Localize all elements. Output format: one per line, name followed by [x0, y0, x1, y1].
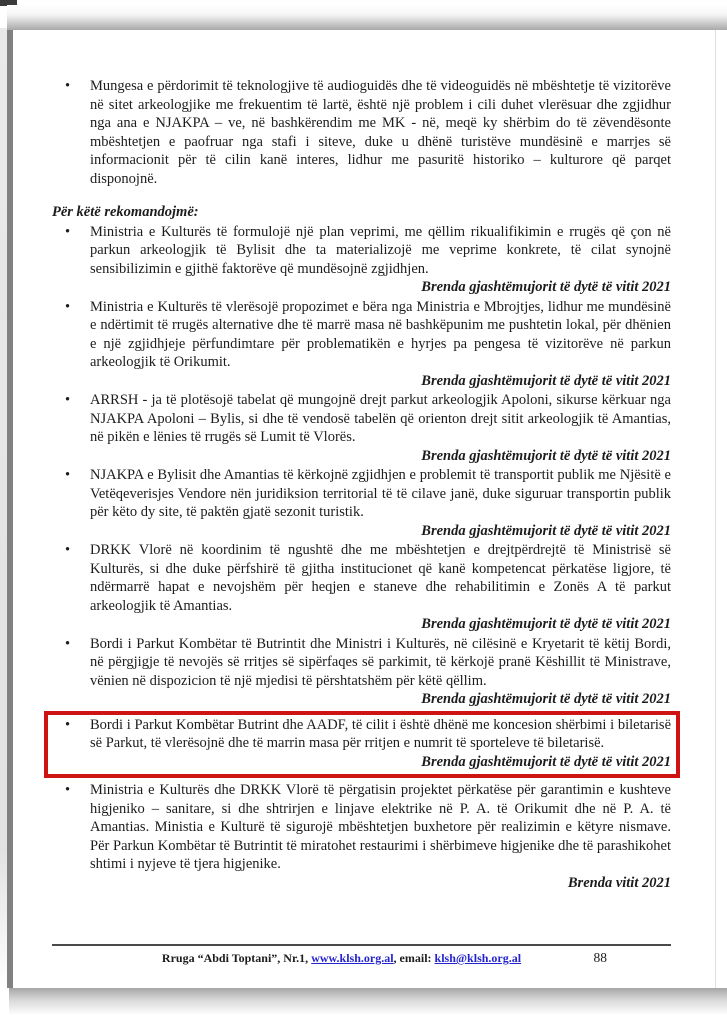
- list-item: [52, 541, 671, 615]
- list-item: [52, 635, 671, 691]
- list-item: [52, 716, 671, 753]
- page-bottom-shadow: [9, 988, 727, 1015]
- bullet-icon: •: [65, 223, 71, 240]
- footer-email-link[interactable]: klsh@klsh.org.al: [434, 951, 522, 965]
- list-item: [52, 223, 671, 279]
- footer-line: [52, 950, 671, 966]
- bullet-icon: •: [65, 467, 71, 483]
- page-content: [13, 30, 715, 893]
- recommendation-text: Ministria e Kulturës të formulojë një plan veprimi, me qëllim rikualifikimin e rrugës që çon në parkun arkeologjik të Bylisit dhe ta materializojë me veprime konkrete, të cilat synojnë sensibilizimin e gjithë faktorëve që mundësojnë zgjidhjen.: [90, 223, 671, 277]
- page-number: 88: [593, 950, 607, 965]
- footer-address: Rruga “Abdi Toptani”, Nr.1,: [161, 951, 312, 965]
- bullet-icon: •: [65, 716, 71, 733]
- page-left-margin-strip: [0, 28, 7, 994]
- footer-website-link[interactable]: www.klsh.org.al: [311, 951, 394, 965]
- list-item: [52, 466, 671, 522]
- list-item: [52, 77, 671, 188]
- recommendations-heading: Për këtë rekomandojmë:: [52, 204, 199, 220]
- footer-divider: [52, 944, 671, 946]
- list-item: [52, 298, 671, 372]
- recommendation-text: ARRSH - ja të plotësojë tabelat që mungojnë drejt parkut arkeologjik Apoloni, sikurse kërkuar nga NJAKPA Apoloni – Bylis, si dhe të vendosë tabelën që orienton drejt sitit arkeologjik të Amantias, në pikën e lënies të rrugës së Lumit të Vlorës.: [90, 392, 671, 445]
- recommendation-text: Ministria e Kulturës dhe DRKK Vlorë të përgatisin projektet përkatëse për garantimin e kushteve higjeniko – sanitare, si dhe shtrirjen e linjave elektrike në P. A. të Orikumit dhe në P. A. të Amantias. Ministia e Kulturë të sigurojë mbështetjen buxhetore për realizimin e këtyre nismave. Për Parkun Kombëtar të Butrintit të miratohet restaurimi i shërbimeve higjenike dhe të parashikohet shtimi i nyjeve të tjera higjenike.: [90, 782, 671, 872]
- bullet-icon: •: [65, 782, 71, 798]
- deadline-text: Brenda gjashtëmujorit të dytë të vitit 2021: [421, 753, 671, 770]
- intro-bullet-text: Mungesa e përdorimit të teknologjive të audioguidës dhe të videoguidës në mbështetje të vizitorëve në sitet arkeologjike me frekuentim të lartë, është një problem i cili duhet vlerësuar dhe zgjidhur nga ana e NJAKPA – ve, në bashkërendim me MK - në, meqë ky shërbim do të zëvendësonte mbështetjen e paofruar nga stafi i siteve, duke u dhënë turistëve mundësinë e marrjes së informacionit për të cilin kanë interes, lidhur me pasuritë historiko – kulturore që parqet disponojnë.: [90, 78, 671, 187]
- highlight-box: [44, 711, 680, 779]
- recommendation-text: Bordi i Parkut Kombëtar të Butrintit dhe Ministri i Kulturës, në cilësinë e Kryetarit të këtij Bordi, në përgjigje të nevojës së rritjes së sipërfaqes së parkimit, të kërkojë pranë Këshillit të Ministrave, vënien në dispozicion të një mjedisi të përshtatshëm për këtë qëllim.: [90, 635, 671, 689]
- deadline-text: Brenda gjashtëmujorit të dytë të vitit 2021: [421, 279, 671, 295]
- list-item: [52, 781, 671, 874]
- deadline-text: Brenda vitit 2021: [567, 874, 671, 891]
- deadline-text: Brenda gjashtëmujorit të dytë të vitit 2021: [421, 522, 671, 539]
- bullet-icon: •: [65, 542, 71, 558]
- page-footer: [52, 944, 671, 966]
- page-top-shadow: [7, 5, 727, 30]
- recommendation-text: NJAKPA e Bylisit dhe Amantias të kërkojnë zgjidhjen e problemit të transportit publik me Njësitë e Vetëqeverisjes Vendore nën juridiksion territorial të të cilave janë, duke siguruar transportin publik për këto dy site, të paktën gjatë sezonit turistik.: [90, 467, 671, 520]
- deadline-text: Brenda gjashtëmujorit të dytë të vitit 2021: [421, 691, 671, 707]
- deadline-text: Brenda gjashtëmujorit të dytë të vitit 2021: [421, 616, 671, 632]
- bullet-icon: •: [65, 78, 71, 94]
- bullet-icon: •: [65, 635, 71, 652]
- recommendation-text-highlighted: Bordi i Parkut Kombëtar Butrint dhe AADF, të cilit i është dhënë me koncesion shërbimi i biletarisë së Parkut, të vlerësojnë dhe të marrin masa për rritjen e numrit të sporteleve të biletarisë.: [90, 716, 671, 751]
- list-item: [52, 391, 671, 447]
- deadline-text: Brenda gjashtëmujorit të dytë të vitit 2021: [421, 372, 671, 389]
- recommendation-text: Ministria e Kulturës të vlerësojë propozimet e bëra nga Ministria e Mbrojtjes, lidhur me mundësinë e ndërtimit të rrugës alternative dhe të marrë masa në bashkëpunim me pushtetin lokal, për dhënien e një zgjidhjeje përfundimtare për problematikën e hyrjes pa pengesa të vizitorëve në parkun arkeologjik të Orikumit.: [90, 298, 671, 370]
- bullet-icon: •: [65, 298, 71, 315]
- recommendation-text: DRKK Vlorë në koordinim të ngushtë dhe me mbështetjen e drejtpërdrejtë të Ministrisë së Kulturës, si dhe duke përfshirë të gjitha institucionet që kanë kompetencat përkatëse ligjore, të ndërmarrë hapat e nevojshëm për heqjen e staneve dhe rehabilitimin e Zonës A të parkut arkeologjik të Amantias.: [90, 542, 671, 614]
- footer-email-label: , email:: [393, 951, 435, 965]
- deadline-text: Brenda gjashtëmujorit të dytë të vitit 2021: [421, 447, 671, 464]
- document-page: [7, 30, 716, 988]
- bullet-icon: •: [65, 392, 71, 408]
